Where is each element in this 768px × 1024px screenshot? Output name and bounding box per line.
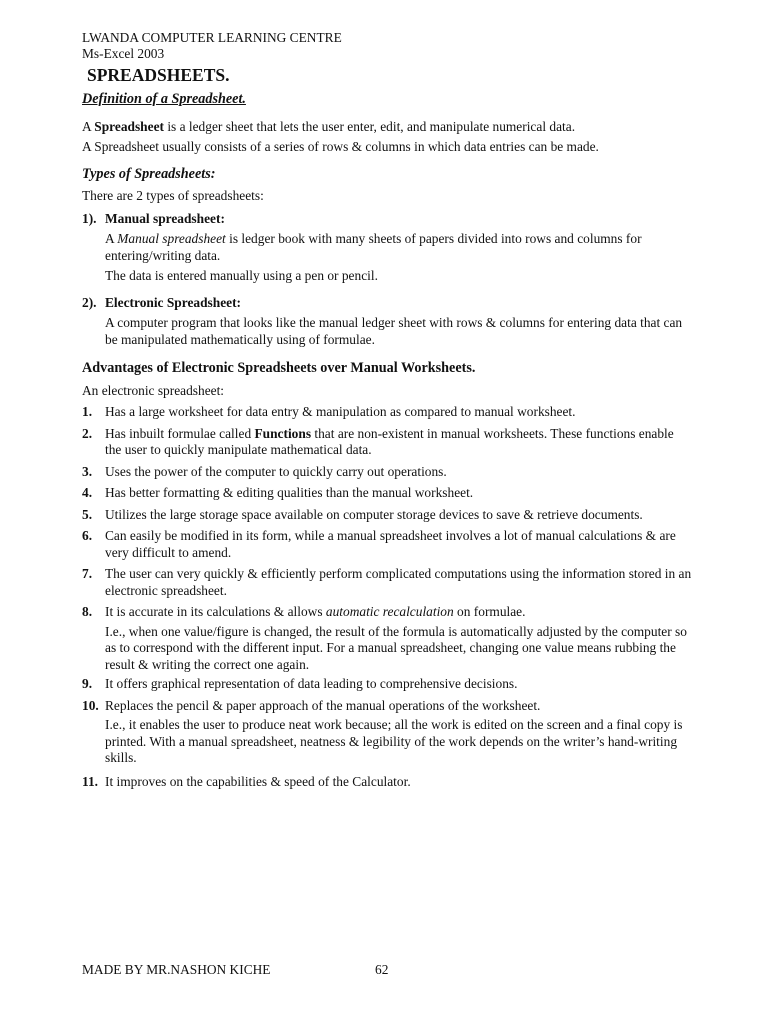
definition-paragraph-1 [82, 119, 692, 136]
footer-author: MADE BY MR.NASHON KICHE [82, 962, 271, 977]
advantage-8-explanation: I.e., when one value/figure is changed, the result of the formula is automatically adjusted by the computer so as to correspond with the different input. For a manual spreadsheet, changing one value means rubbing the result & writing the correct one again. [105, 623, 687, 672]
definition-paragraph-2: A Spreadsheet usually consists of a series of rows & columns in which data entries can be made. [82, 139, 599, 154]
advantage-6-number: 6. [82, 528, 93, 543]
advantage-item-4 [82, 485, 692, 502]
advantage-7-number: 7. [82, 566, 93, 581]
advantages-heading: Advantages of Electronic Spreadsheets over Manual Worksheets. [82, 360, 476, 376]
advantage-10-number: 10. [82, 697, 99, 713]
page-title: SPREADSHEETS. [87, 65, 230, 85]
advantage-10-text: Replaces the pencil & paper approach of the manual operations of the worksheet. [105, 697, 541, 713]
type-1-p1-post: is ledger book with many sheets of papers divided into rows and columns for entering/writing data. [105, 231, 642, 263]
advantage-8-pre: It is accurate in its calculations & allows [105, 604, 326, 619]
type-2-title: Electronic Spreadsheet: [105, 294, 241, 310]
advantage-6-text: Can easily be modified in its form, while a manual spreadsheet involves a lot of manual calculations & are very difficult to amend. [105, 528, 676, 560]
advantage-item-6 [82, 528, 692, 561]
advantage-item-10 [82, 698, 692, 715]
advantage-item-9 [82, 676, 692, 693]
advantage-8-post: on formulae. [453, 604, 526, 619]
types-intro: There are 2 types of spreadsheets: [82, 188, 264, 203]
advantage-11-number: 11. [82, 773, 98, 789]
type-1-paragraph-2: The data is entered manually using a pen or pencil. [105, 268, 378, 283]
advantage-2-text [105, 426, 692, 459]
header-line-2: Ms-Excel 2003 [82, 46, 165, 61]
advantage-8-number: 8. [82, 604, 93, 619]
advantage-4-number: 4. [82, 485, 93, 500]
advantage-2-term: Functions [254, 425, 312, 441]
advantage-2-number: 2. [82, 425, 93, 441]
advantage-item-2 [82, 426, 692, 459]
advantage-8-text [105, 604, 692, 621]
advantage-9-text: It offers graphical representation of data leading to comprehensive decisions. [105, 676, 518, 691]
advantage-7-text: The user can very quickly & efficiently perform complicated computations using the information stored in an electronic spreadsheet. [105, 566, 692, 598]
type-2-paragraph: A computer program that looks like the manual ledger sheet with rows & columns for entering data that can be manipulated mathematically using of formulae. [105, 315, 683, 347]
advantage-1-number: 1. [82, 404, 93, 419]
definition-heading: Definition of a Spreadsheet. [82, 91, 246, 107]
advantage-item-1 [82, 404, 692, 421]
types-heading: Types of Spreadsheets: [82, 165, 216, 182]
definition-p1-post: is a ledger sheet that lets the user enter, edit, and manipulate numerical data. [163, 118, 576, 134]
header-line-1: LWANDA COMPUTER LEARNING CENTRE [82, 30, 342, 45]
definition-p1-term: Spreadsheet [94, 118, 164, 134]
definition-p1-pre: A [82, 118, 95, 134]
advantage-item-11 [82, 774, 692, 791]
advantage-item-3 [82, 464, 692, 481]
advantage-4-text: Has better formatting & editing qualities than the manual worksheet. [105, 485, 474, 500]
advantage-1-text: Has a large worksheet for data entry & manipulation as compared to manual worksheet. [105, 404, 576, 419]
type-1-paragraph-1 [105, 231, 692, 264]
advantage-3-number: 3. [82, 463, 93, 479]
advantage-3-text: Uses the power of the computer to quickly carry out operations. [105, 463, 447, 479]
type-1-number: 1). [82, 210, 97, 226]
type-2-number: 2). [82, 294, 97, 310]
advantage-5-text: Utilizes the large storage space available on computer storage devices to save & retrieve documents. [105, 506, 643, 522]
advantage-9-number: 9. [82, 676, 93, 691]
page-number: 62 [375, 962, 389, 977]
advantage-item-5 [82, 507, 692, 524]
advantage-item-7 [82, 566, 692, 599]
advantage-2-post: that are non-existent in manual worksheets. These functions enable the user to quickly manipulate mathematical data. [105, 425, 674, 457]
advantage-2-pre: Has inbuilt formulae called [105, 425, 255, 441]
advantages-intro: An electronic spreadsheet: [82, 382, 225, 398]
type-1-title: Manual spreadsheet: [105, 210, 225, 226]
type-2-row [82, 295, 692, 312]
advantage-10-explanation: I.e., it enables the user to produce neat work because; all the work is edited on the screen and a final copy is printed. With a manual spreadsheet, neatness & legibility of the work depends on the writer’s hand-writing skills. [105, 717, 683, 765]
advantage-item-8 [82, 604, 692, 621]
document-page [82, 30, 692, 790]
type-1-p1-pre: A [105, 231, 118, 246]
type-1-p1-term: Manual spreadsheet [117, 231, 226, 246]
type-1-row [82, 211, 692, 228]
advantage-8-term: automatic recalculation [325, 604, 454, 619]
advantage-5-number: 5. [82, 506, 93, 522]
advantage-11-text: It improves on the capabilities & speed of the Calculator. [105, 773, 411, 789]
